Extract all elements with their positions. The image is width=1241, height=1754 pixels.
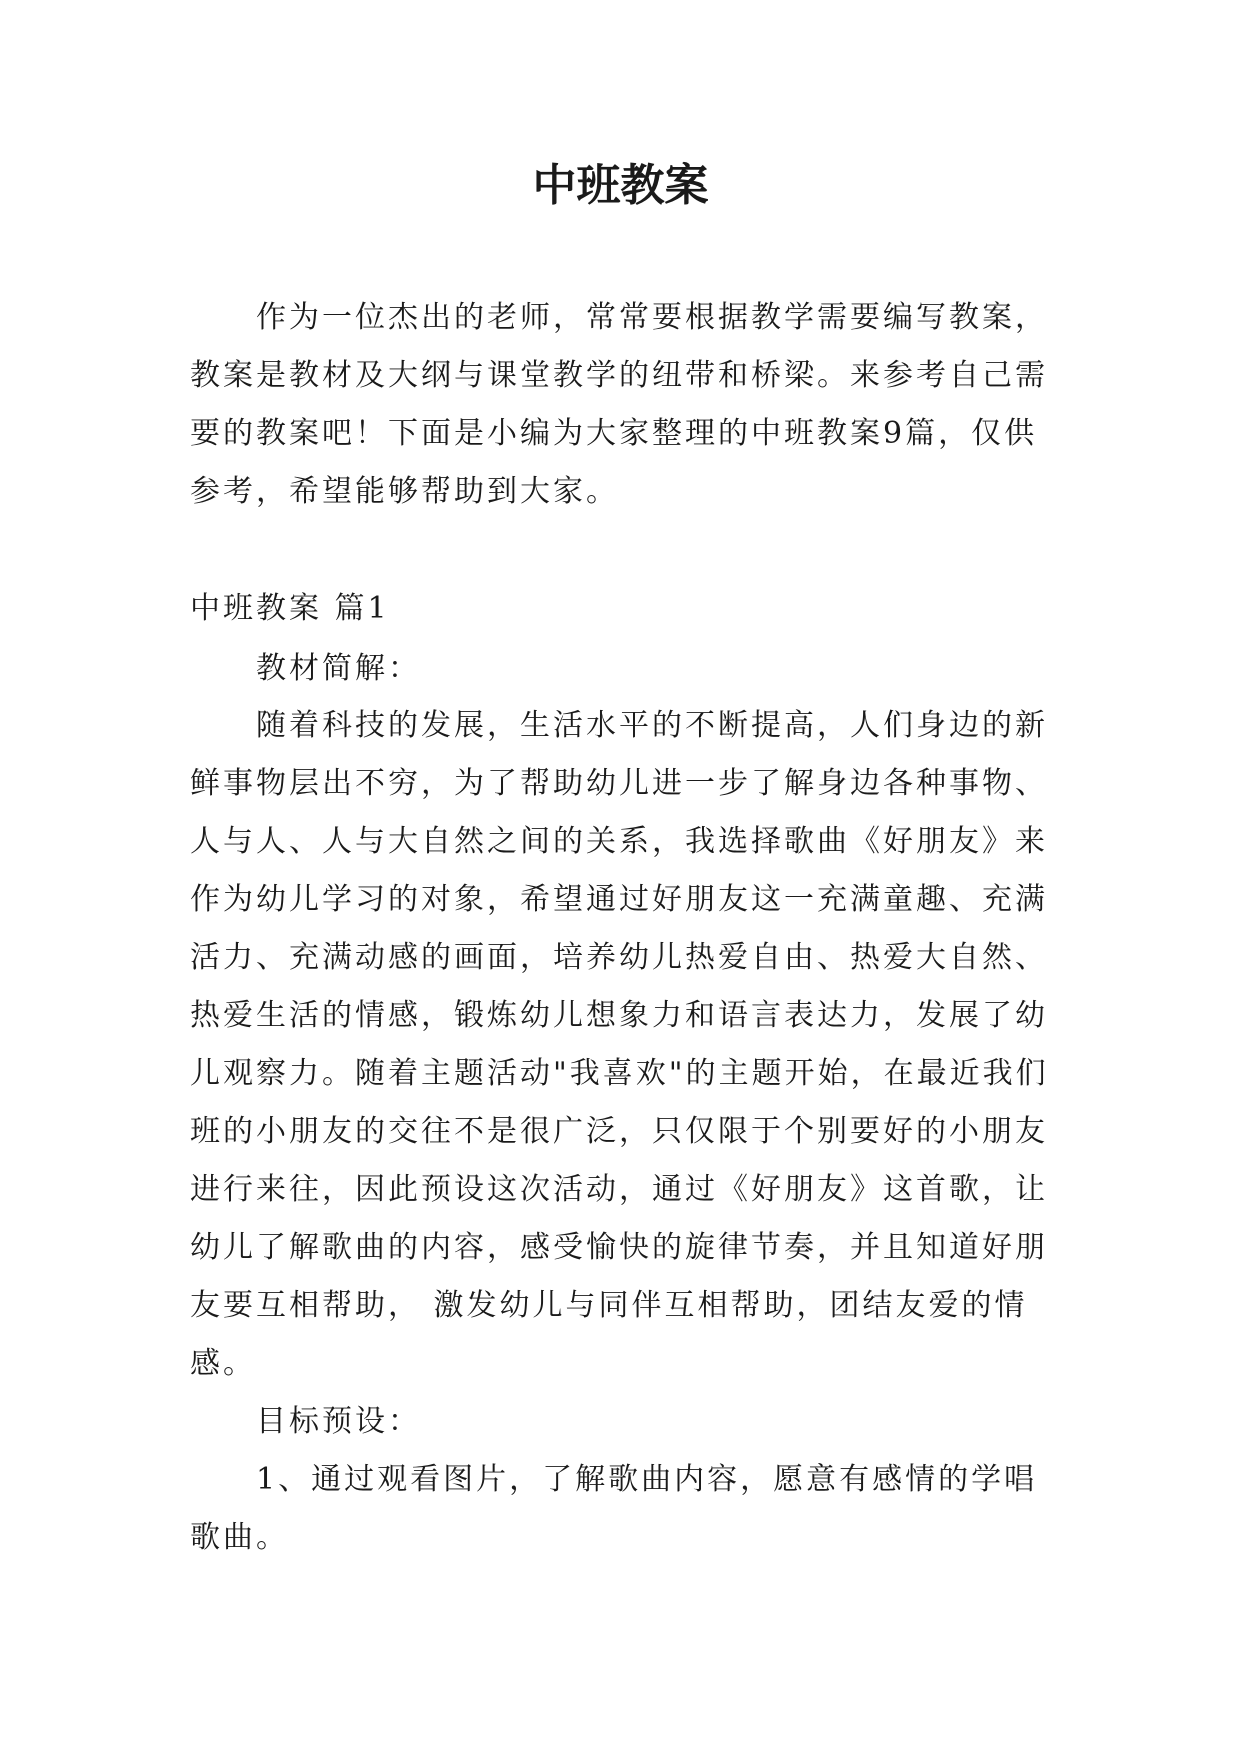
- intro-paragraph: 作为一位杰出的老师，常常要根据教学需要编写教案，教案是教材及大纲与课堂教学的纽带和桥梁。来参考自己需要的教案吧！下面是小编为大家整理的中班教案9篇，仅供参考，希望能够帮助到大家。: [190, 300, 1048, 509]
- material-label: 教材简解：: [256, 651, 421, 686]
- goals-label: 目标预设：: [256, 1404, 421, 1439]
- section-heading: 中班教案 篇1: [190, 591, 390, 626]
- material-paragraph: 随着科技的发展，生活水平的不断提高，人们身边的新鲜事物层出不穷，为了帮助幼儿进一步了解身边各种事物、人与人、人与大自然之间的关系，我选择歌曲《好朋友》来作为幼儿学习的对象，希望通过好朋友这一充满童趣、充满活力、充满动感的画面，培养幼儿热爱自由、热爱大自然、热爱生活的情感，锻炼幼儿想象力和语言表达力，发展了幼儿观察力。随着主题活动"我喜欢"的主题开始，在最近我们班的小朋友的交往不是很广泛，只仅限于个别要好的小朋友进行来往，因此预设这次活动，通过《好朋友》这首歌，让幼儿了解歌曲的内容，感受愉快的旋律节奏，并且知道好朋友要互相帮助， 激发幼儿与同伴互相帮助，团结友爱的情感。: [190, 708, 1049, 1381]
- page-title: 中班教案: [532, 160, 709, 211]
- goal-item-1: 1、通过观看图片，了解歌曲内容，愿意有感情的学唱歌曲。: [190, 1462, 1038, 1555]
